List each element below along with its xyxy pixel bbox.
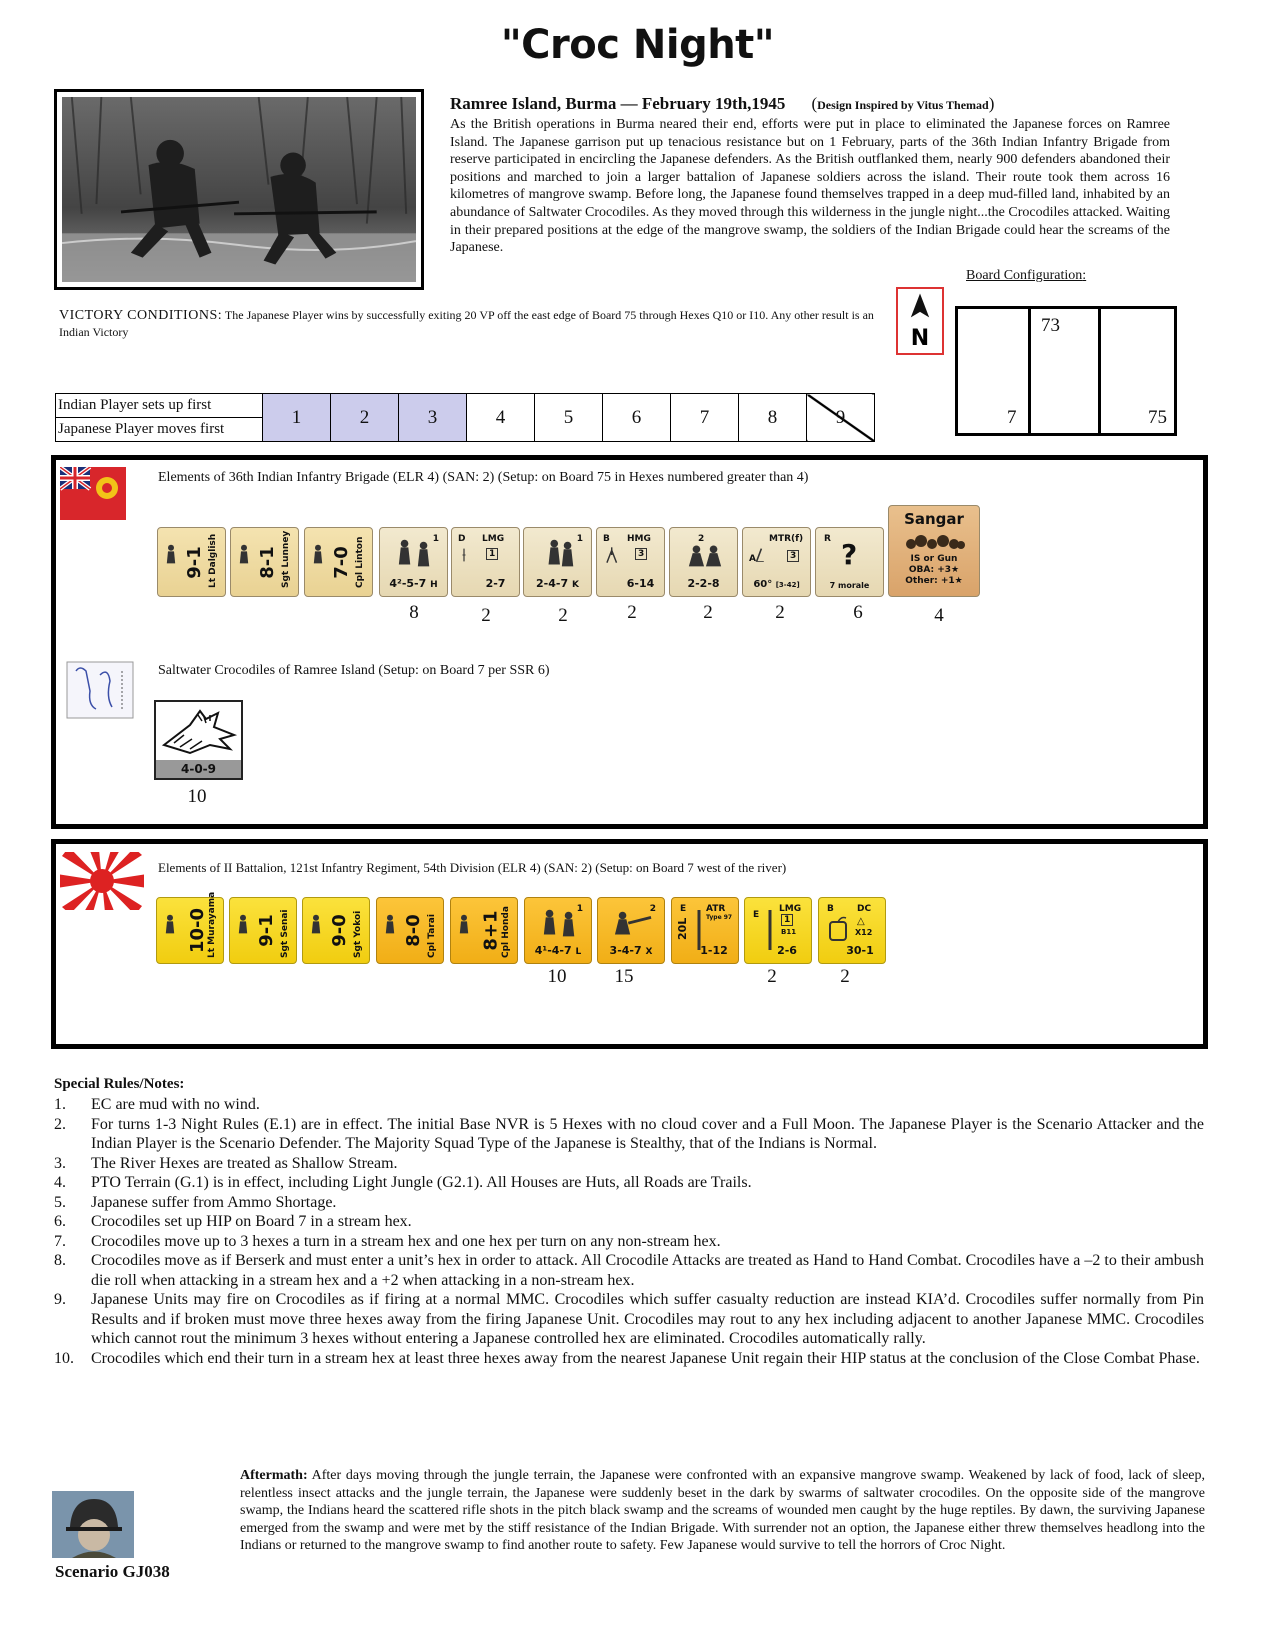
leader-counter-lunney: 8-1 Sgt Lunney [230,527,299,597]
leader-counter-murayama: 10-0 Lt Murayama [156,897,224,964]
turn-2: 2 [331,394,399,442]
mortar-icon [755,536,775,574]
leader-counter-linton: 7-0 Cpl Linton [304,527,373,597]
turn-9-half: 9 [807,394,875,442]
crocodile-counter: 4-0-9 [154,700,243,780]
scenario-title: "Croc Night" [500,22,775,68]
crocodile-oob-text: Saltwater Crocodiles of Ramree Island (Setup: on Board 7 per SSR 6) [158,663,550,678]
crew-counter-228: 2 2-2-8 [669,527,738,597]
squad-figure-icon [534,536,584,574]
qty-concealment: 6 [853,602,863,623]
rule-item: 8. Crocodiles move as if Berserk and must enter a unit’s hex in order to attack. All Crocodile Attacks are treated as Hand to Hand Combat. Crocodiles have a –2 to their ambush die roll when attacking in a stream hex and a +2 when attacking in a non-stream hex. [54,1252,1204,1289]
crew-figure-icon [680,536,730,574]
squad-counter-447: 1 4¹-4-7 L [524,897,592,964]
special-rules-list [54,1095,1204,1368]
rule-item: 7. Crocodiles move up to 3 hexes a turn in a stream hex and one hex per turn on any non-stream hex. [54,1232,721,1250]
soldiers-photo [54,89,424,290]
victory-label: VICTORY CONDITIONS: [59,308,223,323]
north-arrow-icon [911,294,929,318]
turn-5: 5 [535,394,603,442]
qty-hmg: 2 [627,602,637,623]
qty-mortar: 2 [775,602,785,623]
qty-squad-457: 8 [409,602,419,623]
concealment-counter: R ? 7 morale [815,527,884,597]
atr-counter: E ATR Type 97 20L 1-12 [671,897,739,964]
turn-7: 7 [671,394,739,442]
soldier-portrait-icon [52,1491,134,1558]
turn-8: 8 [739,394,807,442]
scenario-header [450,94,1170,114]
question-mark-icon: ? [841,538,858,571]
board-73-label: 73 [1041,315,1060,336]
indian-flag-icon [60,467,126,520]
leader-counter-yokoi: 9-0 Sgt Yokoi [302,897,370,964]
leader-counter-senai: 9-1 Sgt Senai [229,897,297,964]
japanese-lmg-counter: E LMG 1 B11 2-6 [744,897,812,964]
rule-item: 3. The River Hexes are treated as Shallow Stream. [54,1154,398,1172]
turn-1: 1 [263,394,331,442]
soldier-portrait [52,1491,134,1558]
board-configuration [955,306,1177,436]
qty-crew: 2 [703,602,713,623]
special-rules [54,1076,1204,1368]
setup-first-label: Indian Player sets up first [56,394,263,418]
qty-japanese-lmg: 2 [767,966,777,987]
squad-figure-icon [608,906,658,944]
mortar-counter: A MTR(f) 3 60° [3-42] [742,527,811,597]
leader-counter-dalglish: 9-1 Lt Dalglish [157,527,226,597]
aftermath-text: Aftermath: After days moving through the jungle terrain, the Japanese were confronted with an expansive mangrove swamp. Weakened by lack of food, lack of sleep, relentless insect attacks and the jungle terrain, the Japanese were suddenly beset in the dark by swarms of saltwater crocodiles. On the opposite side of the mangrove swamp, the Indians heard the scattered rifle shots in the pitch black swamp and the screams of wounded men caught by the huge reptiles. By dawn, the surviving Japanese emerged from the swamp and were met by the stiff resistance of the Indian Brigade. With surrender not an option, the Japanese either threw themselves headlong into the Indians or returned to the mangrove swamp to find another route to safety. Few Japanese would survive to tell the horrors of Croc Night. [240,1468,1205,1554]
rule-item: 2. For turns 1-3 Night Rules (E.1) are in effect. The initial Base NVR is 5 Hexes with no cloud cover and a Full Moon. The Japanese Player is the Scenario Attacker and the Indian Player is the Scenario Defender. The Majority Squad Type of the Japanese is Stealthy, that of the Indians is Normal. [54,1115,1204,1152]
board-7-cell [958,309,1031,433]
north-compass [896,287,944,355]
rule-item: 9. Japanese Units may fire on Crocodiles as if firing at a normal MMC. Crocodiles which suffer casualty reduction are instead KIA’d. Crocodiles suffer normally from Pin Results and if broken must move three hexes away from the firing Japanese Unit. Crocodiles may rout to any hex including adjacent to another Japanese MMC. Crocodiles which cannot rout the minimum 3 hexes without entering a Japanese controlled hex are eliminated. Crocodiles automatically rally. [54,1291,1204,1347]
crocodile-sketch-icon [66,661,134,719]
leader-counter-honda: 8+1 Cpl Honda [450,897,518,964]
north-letter: N [910,325,930,351]
turn-4: 4 [467,394,535,442]
squad-counter-347: 2 3-4-7 X [597,897,665,964]
qty-sangar: 4 [934,605,944,626]
moves-first-label: Japanese Player moves first [56,418,263,442]
rule-item: 10. Crocodiles which end their turn in a stream hex at least three hexes away from the nearest Japanese Unit regain their HIP status at the conclusion of the Close Combat Phase. [54,1349,1200,1367]
victory-text: The Japanese Player wins by successfully exiting 20 VP off the east edge of Board 75 through Hexes Q10 or I10. Any other result is an Indian Victory [59,308,874,339]
location-date: Ramree Island, Burma — February 19th,1945 [450,94,786,113]
squad-figure-icon [535,906,585,944]
qty-squad-347: 15 [614,966,634,987]
rule-item: 5. Japanese suffer from Ammo Shortage. [54,1193,337,1211]
japanese-oob-text: Elements of II Battalion, 121st Infantry Regiment, 54th Division (ELR 4) (SAN: 2) (Setup: on Board 7 west of the river) [158,860,787,875]
indian-oob-text: Elements of 36th Indian Infantry Brigade (ELR 4) (SAN: 2) (Setup: on Board 75 in Hexes numbered greater than 4) [158,470,809,485]
squad-figure-icon [390,536,440,574]
rule-item: 6. Crocodiles set up HIP on Board 7 in a stream hex. [54,1213,412,1230]
qty-demo-charge: 2 [840,966,850,987]
qty-crocodile: 10 [187,786,207,807]
turn-3: 3 [399,394,467,442]
crocodile-icon [160,705,238,757]
turn-6: 6 [603,394,671,442]
intro-text: As the British operations in Burma neared their end, efforts were put in place to eliminated the Japanese forces on Ramree Island. The Japanese garrison put up tenacious resistance but on 1 February, parts of the 36th Indian Infantry Brigade from reserve participated in encircling the Japanese defenders. As the British outflanked them, nearly 900 defenders abandoned their positions and marched to join a larger battalion of Japanese soldiers across the island. Their route took them across 16 kilometres of mangrove swamp. Before long, the Japanese found themselves trapped in a deep mud-filled land, inhabited by an abundance of Saltwater Crocodiles. As they moved through this wilderness in the jungle night...the Crocodiles attacked. Waiting in their prepared positions at the edge of the mangrove swamp, the soldiers of the Indian Brigade could hear the screams of the Japanese. [450,117,1170,256]
leader-counter-tarai: 8-0 Cpl Tarai [376,897,444,964]
squad-counter-457: 1 4²-5-7 H [379,527,448,597]
qty-lmg: 2 [481,605,491,626]
qty-squad-447: 10 [547,966,567,987]
rising-sun-flag-icon [60,852,144,910]
demo-charge-counter: B DC △ X12 30-1 [818,897,886,964]
board-config-label: Board Configuration: [966,268,1087,283]
special-rules-heading: Special Rules/Notes: [54,1076,185,1092]
halfsquad-counter-247: 1 2-4-7 K [523,527,592,597]
scenario-id: Scenario GJ038 [55,1562,170,1581]
sangar-counter: Sangar IS or Gun OBA: +3★ Other: +1★ [888,505,980,597]
aftermath-label: Aftermath: [240,1468,308,1483]
qty-halfsquad: 2 [558,605,568,626]
demo-charge-icon [827,916,849,942]
rule-item: 4. PTO Terrain (G.1) is in effect, including Light Jungle (G2.1). All Houses are Huts, all Roads are Trails. [54,1174,752,1191]
triangle-icon: △ [857,916,865,927]
rule-item: 1. EC are mud with no wind. [54,1096,260,1113]
victory-conditions [59,307,874,340]
machine-gun-icon [605,536,629,574]
board-75-label: 75 [1148,407,1167,428]
turn-track [55,393,875,442]
board-7-label: 7 [1007,407,1017,428]
lmg-counter: D LMG 1 2-7 [451,527,520,597]
hmg-counter: B HMG 3 6-14 [596,527,665,597]
design-credit: (Design Inspired by Vitus Themad) [811,94,995,113]
sangar-rocks-icon [905,532,965,550]
machine-gun-icon [460,536,480,574]
